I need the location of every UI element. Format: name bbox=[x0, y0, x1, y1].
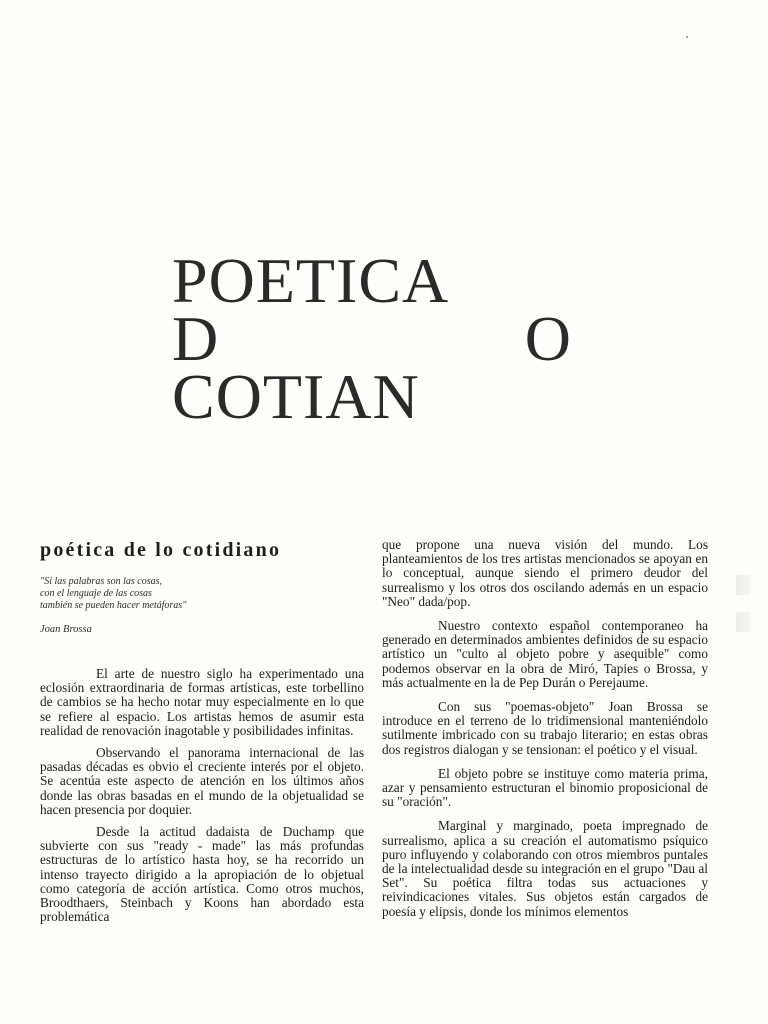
body-paragraph: Nuestro contexto español contemporaneo ha generado en determinados ambientes definidos de su espacio artístico un "culto al objeto pobre y asequible" como podemos observar en la obra de Miró, Tapies o Brossa, y más actualmente en la de Pep Durán o Perejaume. bbox=[382, 618, 708, 690]
scan-artifact bbox=[736, 612, 750, 632]
title-word-poetica: POETICA bbox=[172, 245, 450, 316]
body-paragraph: El arte de nuestro siglo ha experimentado una eclosión extraordinaria de formas artísticas, este torbellino de cambios se ha hecho notar muy especialmente en lo que se refiere al espacio. Los artistas hemos de asumir esta realidad de renovación inagotable y posibilidades infinitas. bbox=[40, 666, 364, 738]
title-line-1 bbox=[172, 245, 572, 316]
title-line-3 bbox=[172, 361, 572, 432]
left-column bbox=[40, 538, 364, 932]
body-paragraph: que propone una nueva visión del mundo. Los planteamientos de los tres artistas mencionados se apoyan en lo conceptual, aunque siendo el primero deudor del surrealismo y los otros dos oscilando además en un espacio "Neo" dada/pop. bbox=[382, 537, 708, 609]
right-column bbox=[382, 538, 708, 929]
body-paragraph: Desde la actitud dadaista de Duchamp que subvierte con sus "ready - made" las más profundas estructuras de lo artístico hasta hoy, se ha recorrido un intenso trayecto dirigido a la apropiación de lo objetual como categoría de acción artística. Como otros muchos, Broodthaers, Steinbach y Koons han abordado esta problemática bbox=[40, 824, 364, 925]
epigraph-author: Joan Brossa bbox=[40, 624, 92, 635]
paper-speck bbox=[686, 36, 688, 38]
article-title bbox=[172, 245, 572, 432]
epigraph-line: también se pueden hacer metáforas" bbox=[40, 600, 187, 611]
epigraph-line: con el lenguaje de las cosas bbox=[40, 588, 152, 599]
title-letter-d: D bbox=[172, 303, 220, 374]
body-paragraph: Marginal y marginado, poeta impregnado de surrealismo, aplica a su creación el automatismo psíquico puro influyendo y colaborando con otros miembros puntales de la intelectualidad desde su integración en el grupo "Dau al Set". Su poética filtra todas sus actuaciones y reivindicaciones vitales. Sus objetos están cargados de poesía y elipsis, donde los mínimos elementos bbox=[382, 818, 708, 919]
scan-artifact bbox=[736, 575, 750, 595]
epigraph bbox=[40, 576, 364, 612]
body-paragraph: El objeto pobre se instituye como materia prima, azar y pensamiento estructuran el binomio proposicional de su "oración". bbox=[382, 765, 708, 810]
body-paragraph: Observando el panorama internacional de las pasadas décadas es obvio el creciente interés por el objeto. Se acentúa este aspecto de atención en los últimos años donde las obras basadas en el mundo de la objetualidad se hacen presencia por doquier. bbox=[40, 745, 364, 817]
article-subheading: poética de lo cotidiano bbox=[40, 539, 282, 561]
title-line-2 bbox=[172, 303, 572, 374]
title-word-cotian: COTIAN bbox=[172, 361, 420, 432]
title-letter-o: O bbox=[524, 303, 572, 374]
body-paragraph: Con sus "poemas-objeto" Joan Brossa se introduce en el terreno de lo tridimensional manteniéndolo sutilmente imbricado con su trabajo literario; en estas obras dos registros dialogan y se tensionan: el poético y el visual. bbox=[382, 699, 708, 757]
epigraph-line: "Si las palabras son las cosas, bbox=[40, 576, 162, 587]
